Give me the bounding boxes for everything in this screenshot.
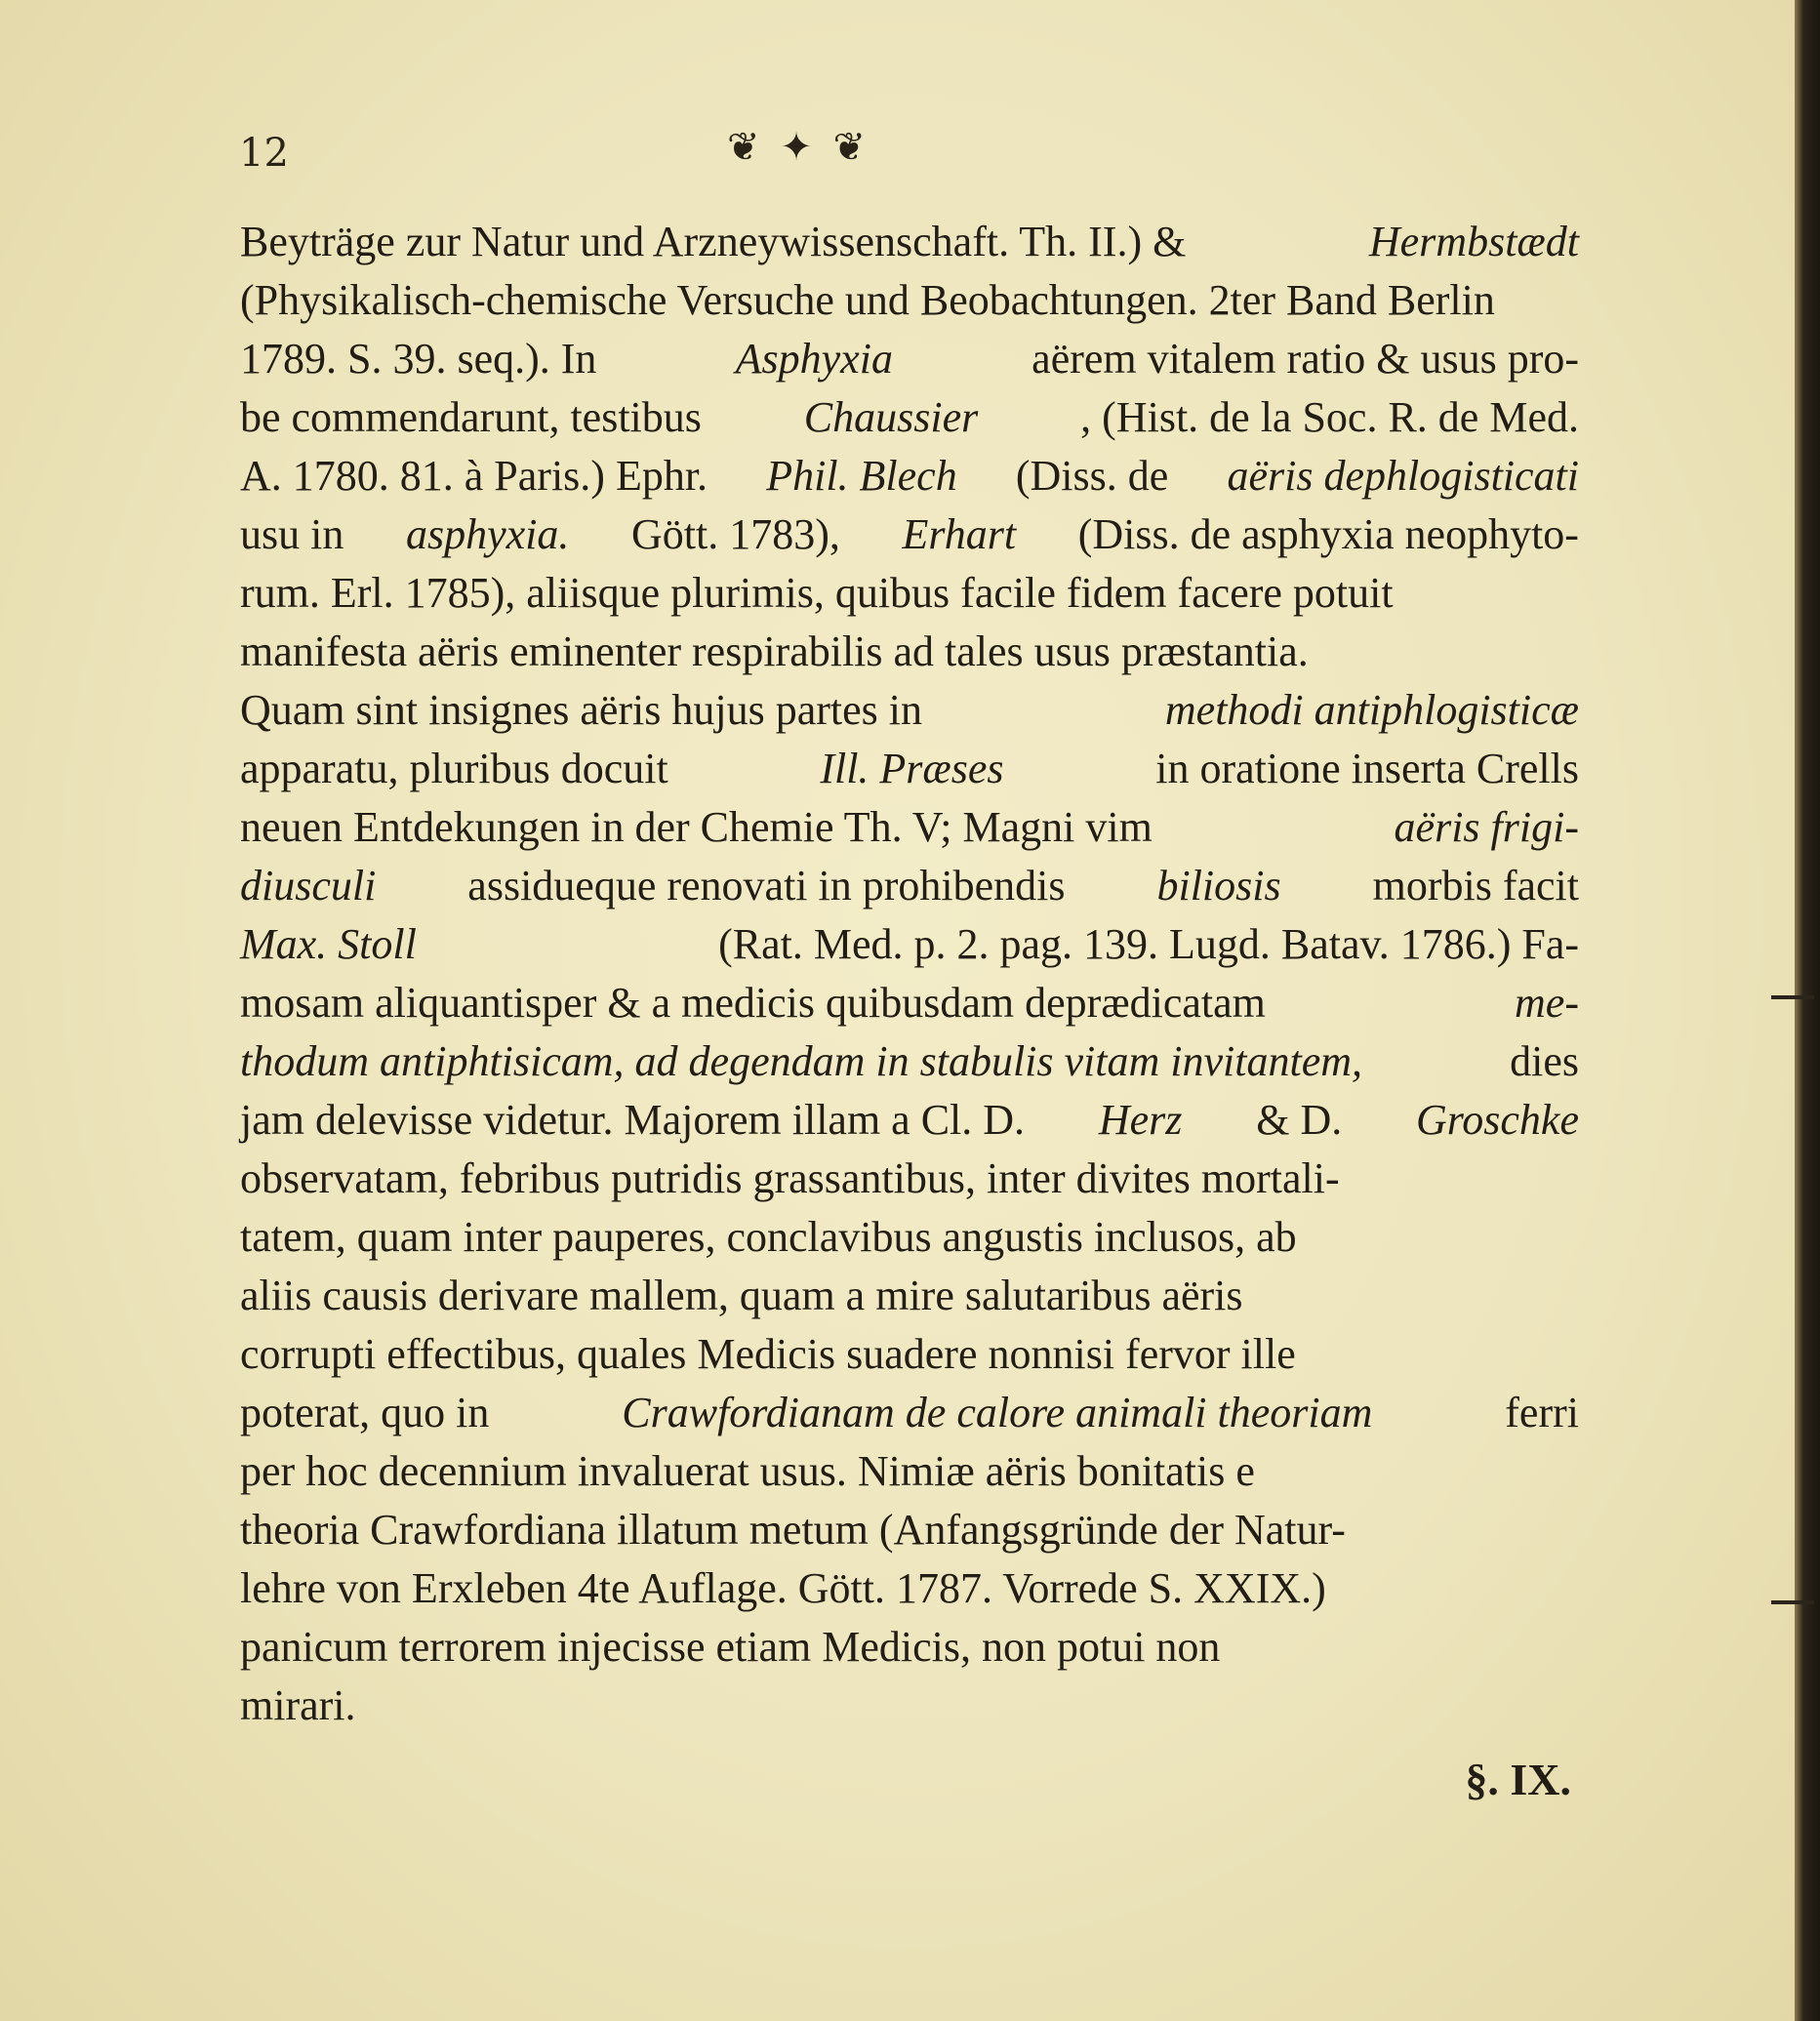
text-line: per hoc decennium invaluerat usus. Nimiæ aëris bonitatis e: [240, 1447, 1255, 1495]
page-edge: [1795, 0, 1820, 2021]
text-line: 1789. S. 39. seq.). In Asphyxia aërem vitalem ratio & usus pro-: [240, 335, 1579, 383]
body-text: [240, 213, 1579, 1735]
text-line: neuen Entdekungen in der Chemie Th. V; Magni vim aëris frigi-: [240, 803, 1579, 851]
text-line: thodum antiphtisicam, ad degendam in stabulis vitam invitantem, dies: [240, 1037, 1579, 1085]
page-edge-tear: [1771, 1600, 1814, 1604]
text-line: apparatu, pluribus docuit Ill. Præses in oratione inserta Crells: [240, 745, 1579, 792]
text-line: rum. Erl. 1785), aliisque plurimis, quibus facile fidem facere potuit: [240, 569, 1394, 617]
text-line: tatem, quam inter pauperes, conclavibus angustis inclusos, ab: [240, 1213, 1297, 1261]
text-line: observatam, febribus putridis grassantibus, inter divites mortali-: [240, 1154, 1340, 1202]
text-line: lehre von Erxleben 4te Auflage. Gött. 1787. Vorrede S. XXIX.): [240, 1564, 1326, 1612]
text-line: corrupti effectibus, quales Medicis suadere nonnisi fervor ille: [240, 1330, 1296, 1378]
text-line: be commendarunt, testibus Chaussier , (Hist. de la Soc. R. de Med.: [240, 393, 1579, 441]
text-line: (Physikalisch-chemische Versuche und Beobachtungen. 2ter Band Berlin: [240, 276, 1495, 324]
running-header: [239, 117, 1581, 176]
text-line: Quam sint insignes aëris hujus partes in methodi antiphlogisticæ: [240, 686, 1579, 734]
text-line: aliis causis derivare mallem, quam a mire salutaribus aëris: [240, 1272, 1243, 1319]
text-line: mosam aliquantisper & a medicis quibusdam deprædicatam me-: [240, 979, 1579, 1027]
text-line: theoria Crawfordiana illatum metum (Anfangsgründe der Natur-: [240, 1506, 1346, 1554]
text-line: jam delevisse videtur. Majorem illam a Cl. D. Herz & D. Groschke: [240, 1096, 1579, 1144]
page-edge-tear: [1771, 995, 1814, 999]
header-ornament-icon: ❦ ✦ ❦: [727, 125, 870, 170]
text-line: manifesta aëris eminenter respirabilis ad tales usus præstantia.: [240, 627, 1309, 675]
page-number: 12: [239, 131, 289, 176]
text-line: usu in asphyxia. Gött. 1783), Erhart (Diss. de asphyxia neophyto-: [240, 510, 1579, 558]
text-line: A. 1780. 81. à Paris.) Ephr. Phil. Blech (Diss. de aëris dephlogisticati: [240, 452, 1579, 500]
catchword: §. IX.: [1465, 1755, 1571, 1804]
text-line: mirari.: [240, 1681, 356, 1729]
text-line: Beyträge zur Natur und Arzneywissenschaft. Th. II.) & Hermbstædt: [240, 218, 1579, 265]
text-line: diusculi assidueque renovati in prohibendis biliosis morbis facit: [240, 862, 1579, 909]
text-line: panicum terrorem injecisse etiam Medicis, non potui non: [240, 1623, 1221, 1671]
text-line: poterat, quo in Crawfordianam de calore animali theoriam ferri: [240, 1389, 1579, 1436]
text-line: Max. Stoll (Rat. Med. p. 2. pag. 139. Lugd. Batav. 1786.) Fa-: [240, 920, 1579, 968]
